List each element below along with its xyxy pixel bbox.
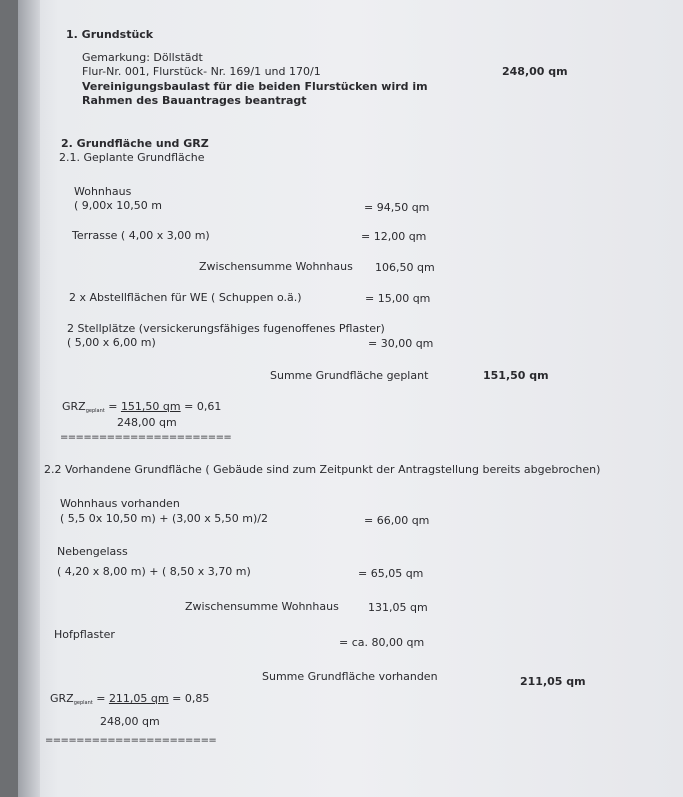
- terrasse-label: Terrasse ( 4,00 x 3,00 m): [72, 229, 210, 242]
- document-page: [18, 0, 683, 797]
- grz-label: GRZ: [50, 692, 74, 705]
- grz-equals: =: [96, 692, 106, 705]
- hofpflaster-value: = ca. 80,00 qm: [339, 636, 425, 649]
- stellplaetze-label: 2 Stellplätze (versickerungsfähiges fugenoffenes Pflaster): [67, 322, 385, 335]
- abstellflaechen-label: 2 x Abstellflächen für WE ( Schuppen o.ä.): [69, 291, 302, 304]
- hofpflaster-label: Hofpflaster: [54, 628, 115, 641]
- nebengelass-label: Nebengelass: [57, 545, 128, 558]
- stellplaetze-value: = 30,00 qm: [368, 337, 434, 350]
- abstellflaechen-value: = 15,00 qm: [365, 292, 431, 305]
- summe-geplant-value: 151,50 qm: [483, 369, 549, 382]
- zwischensumme-geplant-value: 106,50 qm: [375, 261, 435, 274]
- grz-label: GRZ: [62, 400, 86, 413]
- grz-subscript: geplant: [73, 700, 93, 706]
- wohnhaus-vorhanden-calc: ( 5,5 0x 10,50 m) + (3,00 x 5,50 m)/2: [60, 512, 268, 525]
- summe-geplant-label: Summe Grundfläche geplant: [270, 369, 429, 382]
- baulast-line-1: Vereinigungsbaulast für die beiden Flurstücken wird im: [82, 80, 428, 93]
- grz-result: = 0,85: [172, 692, 210, 705]
- summe-vorhanden-label: Summe Grundfläche vorhanden: [262, 670, 438, 683]
- section-2-heading: 2. Grundfläche und GRZ: [61, 137, 209, 150]
- grz-equals: =: [108, 400, 118, 413]
- terrasse-value: = 12,00 qm: [361, 230, 427, 243]
- double-underline: ======================: [45, 735, 217, 746]
- wohnhaus-vorhanden-label: Wohnhaus vorhanden: [60, 497, 180, 510]
- wohnhaus-calc: ( 9,00x 10,50 m: [74, 199, 162, 212]
- page-shadow-edge: [18, 0, 40, 797]
- wohnhaus-value: = 94,50 qm: [364, 201, 430, 214]
- grz-denominator: 248,00 qm: [100, 715, 160, 728]
- grz-numerator: 211,05 qm: [108, 692, 169, 705]
- zwischensumme-geplant-label: Zwischensumme Wohnhaus: [199, 260, 353, 273]
- stellplaetze-calc: ( 5,00 x 6,00 m): [67, 336, 156, 349]
- section-2-1-heading: 2.1. Geplante Grundfläche: [59, 151, 205, 164]
- nebengelass-calc: ( 4,20 x 8,00 m) + ( 8,50 x 3,70 m): [57, 565, 251, 578]
- wohnhaus-vorhanden-value: = 66,00 qm: [364, 514, 430, 527]
- grz-denominator: 248,00 qm: [117, 416, 177, 429]
- section-1-heading: 1. Grundstück: [66, 28, 154, 41]
- grz-numerator: 151,50 qm: [120, 400, 181, 413]
- summe-vorhanden-value: 211,05 qm: [520, 675, 586, 688]
- section-2-2-heading: 2.2 Vorhandene Grundfläche ( Gebäude sind zum Zeitpunkt der Antragstellung bereits abgebrochen): [44, 463, 601, 476]
- baulast-line-2: Rahmen des Bauantrages beantragt: [82, 94, 307, 107]
- grz-vorhanden-formula: [50, 692, 209, 710]
- grz-result: = 0,61: [184, 400, 222, 413]
- grz-subscript: geplant: [85, 408, 105, 414]
- zwischensumme-vorhanden-value: 131,05 qm: [368, 601, 428, 614]
- double-underline: ======================: [60, 432, 232, 443]
- zwischensumme-vorhanden-label: Zwischensumme Wohnhaus: [185, 600, 339, 613]
- flur-info: Flur-Nr. 001, Flurstück- Nr. 169/1 und 170/1: [82, 65, 321, 78]
- grundstueck-area: 248,00 qm: [502, 65, 568, 78]
- gemarkung: Gemarkung: Döllstädt: [82, 51, 203, 64]
- wohnhaus-label: Wohnhaus: [74, 185, 132, 198]
- nebengelass-value: = 65,05 qm: [358, 567, 424, 580]
